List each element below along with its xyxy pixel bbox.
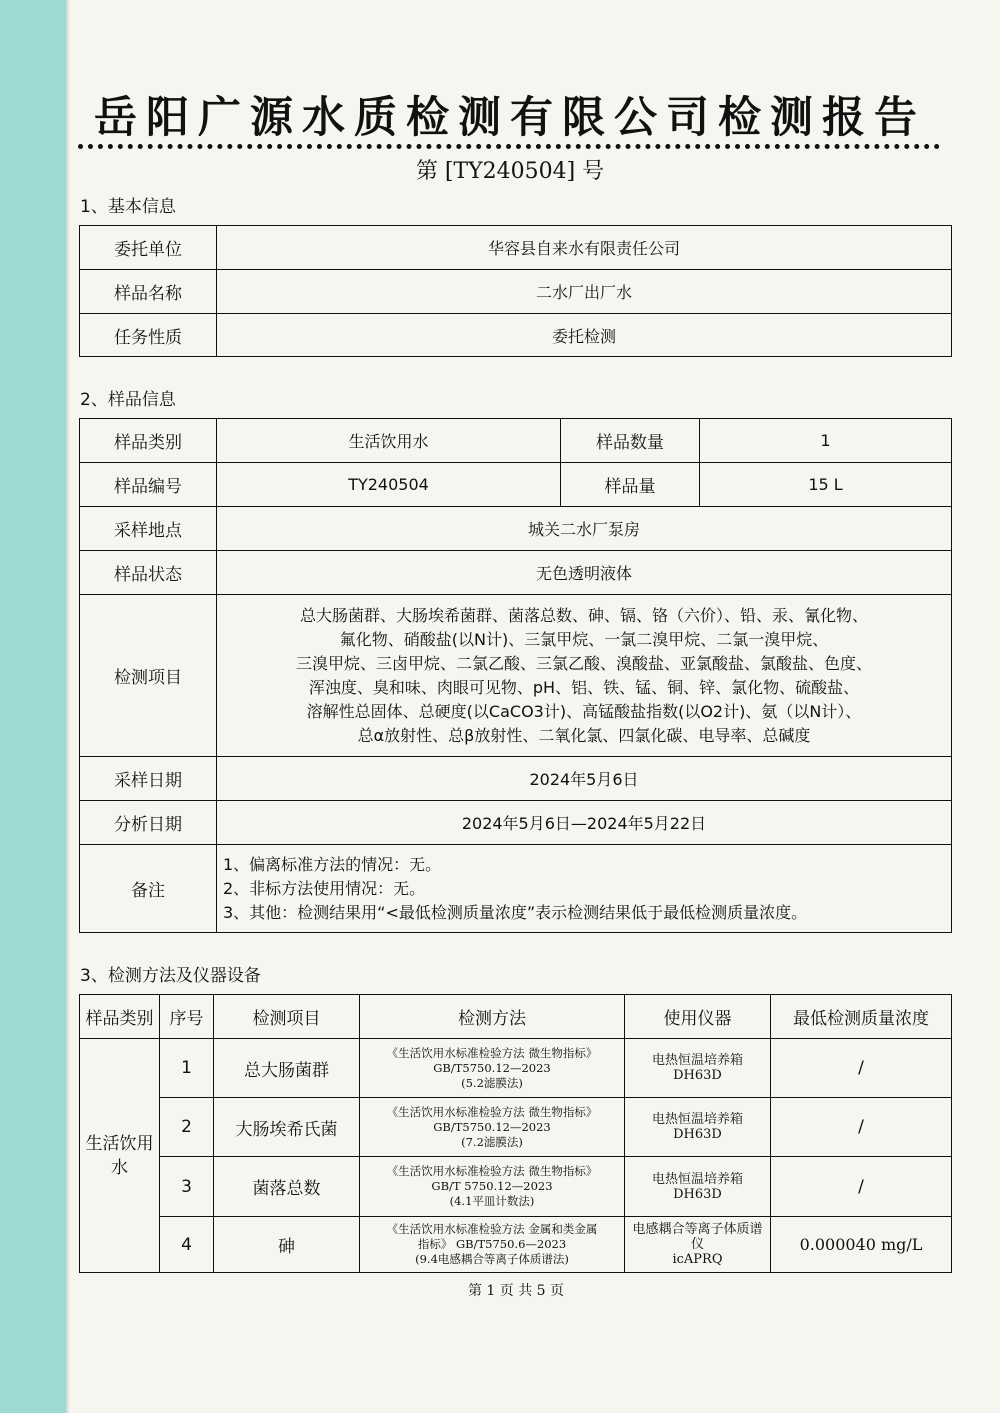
report-number: 第 [TY240504] 号 <box>415 159 605 184</box>
instrument-line: DH63D <box>673 1127 722 1142</box>
method-line: 指标》 GB/T5750.6—2023 <box>417 1237 567 1251</box>
test-items-value <box>217 595 952 757</box>
method-line: 《生活饮用水标准检验方法 微生物指标》 <box>386 1045 598 1060</box>
sample-state-label: 样品状态 <box>80 551 217 595</box>
page-edge <box>66 0 70 1413</box>
title-divider <box>78 144 940 149</box>
row-item: 砷 <box>214 1217 360 1273</box>
method-table <box>79 994 952 1273</box>
sample-id-label: 样品编号 <box>80 463 217 507</box>
sample-name-label: 样品名称 <box>80 270 217 314</box>
task-label: 任务性质 <box>80 314 217 357</box>
sample-state-value: 无色透明液体 <box>217 551 952 595</box>
binding-strip <box>0 0 67 1413</box>
row-item: 总大肠菌群 <box>214 1039 360 1098</box>
method-line: (5.2滤膜法) <box>461 1075 523 1090</box>
row-method <box>360 1217 625 1273</box>
instrument-line: 仪 <box>690 1237 704 1252</box>
sample-qty-label: 样品数量 <box>561 419 700 463</box>
header-category: 样品类别 <box>80 995 160 1039</box>
sample-type-label: 样品类别 <box>80 419 217 463</box>
note-line: 1、偏离标准方法的情况：无。 <box>223 854 442 874</box>
row-instrument <box>625 1039 771 1098</box>
row-limit: 0.000040 mg/L <box>771 1217 952 1273</box>
row-no: 3 <box>160 1157 214 1217</box>
row-instrument <box>625 1217 771 1273</box>
test-items-line: 三溴甲烷、三卤甲烷、二氯乙酸、三氯乙酸、溴酸盐、亚氯酸盐、氯酸盐、色度、 <box>295 653 872 673</box>
category-cell: 生活饮用水 <box>80 1039 160 1273</box>
header-limit: 最低检测质量浓度 <box>771 995 952 1039</box>
sample-amount-label: 样品量 <box>561 463 700 507</box>
sample-type-value: 生活饮用水 <box>217 419 561 463</box>
sample-info-table <box>79 418 952 933</box>
method-line: GB/T 5750.12—2023 <box>431 1179 553 1193</box>
instrument-line: 电热恒温培养箱 <box>651 1053 743 1068</box>
row-instrument <box>625 1157 771 1217</box>
method-line: 《生活饮用水标准检验方法 微生物指标》 <box>386 1104 598 1119</box>
test-items-line: 溶解性总固体、总硬度(以CaCO3计)、高锰酸盐指数(以O2计)、氨（以N计）、 <box>306 701 862 721</box>
instrument-line: 电感耦合等离子体质谱 <box>632 1222 763 1237</box>
instrument-line: 电热恒温培养箱 <box>651 1171 743 1187</box>
client-label: 委托单位 <box>80 226 217 270</box>
sample-amount-value: 15 L <box>700 463 952 507</box>
header-method: 检测方法 <box>360 995 625 1039</box>
header-no: 序号 <box>160 995 214 1039</box>
method-line: GB/T5750.12—2023 <box>433 1119 551 1134</box>
test-items-line: 总大肠菌群、大肠埃希菌群、菌落总数、砷、镉、铬（六价）、铅、汞、氰化物、 <box>299 605 868 625</box>
report-title: 岳阳广源水质检测有限公司检测报告 <box>94 93 926 143</box>
table-row <box>80 1157 952 1217</box>
method-line: (7.2滤膜法) <box>461 1134 523 1149</box>
sampling-site-label: 采样地点 <box>80 507 217 551</box>
test-items-line: 总α放射性、总β放射性、二氧化氯、四氯化碳、电导率、总碱度 <box>357 725 811 745</box>
basic-info-table <box>79 225 952 357</box>
table-row <box>80 1217 952 1273</box>
method-line: 《生活饮用水标准检验方法 微生物指标》 <box>386 1164 598 1178</box>
test-items-label: 检测项目 <box>80 595 217 757</box>
table-row <box>80 1039 952 1098</box>
instrument-line: DH63D <box>673 1186 722 1202</box>
test-items-line: 浑浊度、臭和味、肉眼可见物、pH、铝、铁、锰、铜、锌、氯化物、硫酸盐、 <box>308 677 860 697</box>
row-no: 2 <box>160 1098 214 1157</box>
task-value: 委托检测 <box>217 314 952 357</box>
row-limit: / <box>771 1157 952 1217</box>
section-basic-title: 1、基本信息 <box>80 197 176 217</box>
row-limit: / <box>771 1039 952 1098</box>
method-line: GB/T5750.12—2023 <box>433 1060 551 1075</box>
table-row <box>80 1098 952 1157</box>
row-no: 1 <box>160 1039 214 1098</box>
section-sample-title: 2、样品信息 <box>80 390 176 410</box>
header-item: 检测项目 <box>214 995 360 1039</box>
client-value: 华容县自来水有限责任公司 <box>217 226 952 270</box>
notes-value <box>217 845 952 933</box>
header-instrument: 使用仪器 <box>625 995 771 1039</box>
row-method <box>360 1039 625 1098</box>
test-items-line: 氟化物、硝酸盐(以N计)、三氯甲烷、一氯二溴甲烷、二氯一溴甲烷、 <box>339 629 829 649</box>
note-line: 3、其他：检测结果用“<最低检测质量浓度”表示检测结果低于最低检测质量浓度。 <box>223 902 808 922</box>
sampling-date-label: 采样日期 <box>80 757 217 801</box>
method-line: 《生活饮用水标准检验方法 金属和类金属 <box>386 1222 598 1236</box>
analysis-date-label: 分析日期 <box>80 801 217 845</box>
instrument-line: 电热恒温培养箱 <box>651 1112 743 1127</box>
row-item: 菌落总数 <box>214 1157 360 1217</box>
method-line: (9.4电感耦合等离子体质谱法) <box>415 1252 569 1266</box>
instrument-line: DH63D <box>673 1068 722 1083</box>
row-method <box>360 1098 625 1157</box>
page-footer: 第 1 页 共 5 页 <box>467 1283 565 1299</box>
sample-id-value: TY240504 <box>217 463 561 507</box>
note-line: 2、非标方法使用情况：无。 <box>223 878 426 898</box>
row-item: 大肠埃希氏菌 <box>214 1098 360 1157</box>
notes-label: 备注 <box>80 845 217 933</box>
analysis-date-value: 2024年5月6日—2024年5月22日 <box>217 801 952 845</box>
section-method-title: 3、检测方法及仪器设备 <box>80 966 261 986</box>
method-line: (4.1平皿计数法) <box>449 1194 535 1208</box>
sampling-date-value: 2024年5月6日 <box>217 757 952 801</box>
row-no: 4 <box>160 1217 214 1273</box>
row-limit: / <box>771 1098 952 1157</box>
sample-name-value: 二水厂出厂水 <box>217 270 952 314</box>
sampling-site-value: 城关二水厂泵房 <box>217 507 952 551</box>
row-method <box>360 1157 625 1217</box>
row-instrument <box>625 1098 771 1157</box>
instrument-line: icAPRQ <box>672 1252 723 1267</box>
sample-qty-value: 1 <box>700 419 952 463</box>
